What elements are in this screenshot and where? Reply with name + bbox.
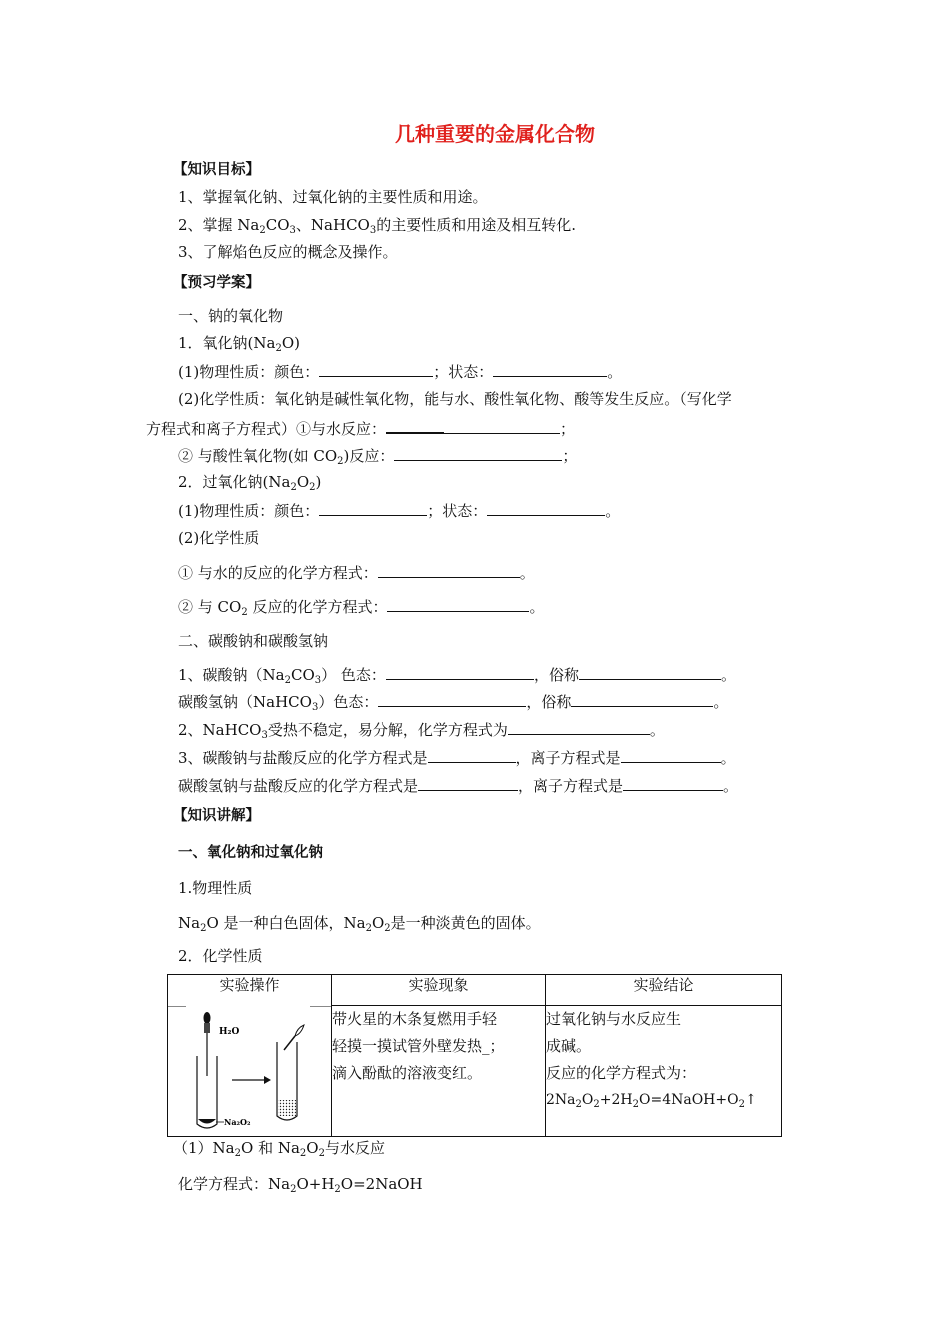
objective-1: 1、掌握氧化钠、过氧化钠的主要性质和用途。 (178, 188, 488, 206)
header-conclusion: 实验结论 (546, 975, 782, 1006)
nahco3-line: 碳酸氢钠（NaHCO$_3$）色态： ，俗称 。 (178, 693, 729, 713)
conclusion-equation: $2Na_2O_2+2H_2O=4NaOH+O_2↑$ (546, 1092, 757, 1110)
blank-na2co3-name[interactable] (579, 664, 721, 680)
na2o2-water-line: ① 与水的反应的化学方程式： 。 (178, 564, 535, 582)
na2o-water-equation: 化学方程式：$Na_2O+H_2O=2NaOH$ (178, 1175, 423, 1195)
blank-na2o-state[interactable] (493, 361, 607, 377)
conclusion-cell (546, 1006, 782, 1137)
objective-2: 2、掌握 $Na_2CO_3$、NaHCO$_3$的主要性质和用途及相互转化. (178, 216, 577, 236)
experiment-table (167, 974, 782, 1137)
phenomenon-cell (332, 1006, 546, 1137)
conclusion-line-3: 反应的化学方程式为： (546, 1064, 697, 1082)
page-title: 几种重要的金属化合物 (395, 122, 595, 146)
dropper-bulb-icon (204, 1012, 211, 1024)
na2o2-powder-icon (198, 1119, 216, 1124)
flame-icon (295, 1025, 304, 1036)
operation-figure-cell (168, 1006, 332, 1137)
subheading-oxides-peroxides: 一、氧化钠和过氧化钠 (178, 845, 323, 861)
phenomenon-line-3: 滴入酚酞的溶液变红。 (332, 1064, 483, 1082)
blank-nahco3-name[interactable] (571, 691, 713, 707)
nahco3-hcl-line: 碳酸氢钠与盐酸反应的化学方程式是 ，离子方程式是 。 (178, 777, 739, 795)
na2o-physical-line: (1)物理性质：颜色： ；状态： 。 (178, 363, 623, 381)
chemical-properties-label: 2．化学性质 (178, 947, 263, 965)
dropper-neck-icon (204, 1023, 210, 1033)
item-na2o2: 2．过氧化钠$(Na_2O_2)$ (178, 473, 322, 493)
reaction-with-water-label: $(1)Na_2O$ 和 $Na_2O_2$与水反应 (173, 1139, 385, 1159)
item-na2o: 1．氧化钠$(Na_2O)$ (178, 334, 300, 354)
wood-splint-icon (284, 1036, 295, 1050)
na2co3-hcl-line: 3、碳酸钠与盐酸反应的化学方程式是 ，离子方程式是 。 (178, 749, 736, 767)
blank-na2co3-appearance[interactable] (386, 664, 534, 680)
blank-na2o2-co2[interactable] (387, 596, 529, 612)
blank-na2o-co2[interactable] (394, 445, 562, 461)
blank-na2o-color[interactable] (319, 361, 433, 377)
blank-nahco3-decomposition[interactable] (508, 719, 650, 735)
objective-3: 3、了解焰色反应的概念及操作。 (178, 243, 398, 261)
phenomenon-line-1: 带火星的木条复燃用手轻 (332, 1010, 498, 1028)
physical-properties-text: $Na_2O$ 是一种白色固体，$Na_2O_2$是一种淡黄色的固体。 (178, 914, 541, 934)
phenomenon-line-2: 轻摸一摸试管外壁发热_； (332, 1037, 505, 1055)
na2o2-physical-line: (1)物理性质：颜色： ；状态： 。 (178, 502, 621, 520)
blank-na2o2-state[interactable] (487, 500, 605, 516)
conclusion-line-1: 过氧化钠与水反应生 (546, 1010, 682, 1028)
subheading-sodium-oxides: 一、钠的氧化物 (178, 307, 284, 325)
blank-nahco3-hcl-ionic[interactable] (623, 775, 723, 791)
section-header-explanation: 【知识讲解】 (173, 808, 260, 824)
conclusion-line-2: 成碱。 (546, 1037, 592, 1055)
nahco3-decomposition-line: 2、NaHCO$_3$受热不稳定，易分解，化学方程式为 。 (178, 721, 665, 741)
label-na2o2: Na₂O₂ (224, 1116, 251, 1127)
blank-nahco3-appearance[interactable] (378, 691, 526, 707)
physical-properties-label: 1.物理性质 (178, 879, 253, 897)
blank-na2co3-hcl-ionic[interactable] (621, 747, 721, 763)
na2o-co2-line: ② 与酸性氧化物(如 $CO_2$)反应： ； (178, 447, 578, 467)
na2o2-co2-line: ② 与 $CO_2$ 反应的化学方程式： 。 (178, 598, 545, 618)
na2o2-chemical-label: (2)化学性质 (178, 529, 260, 547)
na2co3-line: 1、碳酸钠$(Na_2CO_3)$ 色态： ，俗称 。 (178, 666, 736, 686)
blank-na2o-water-b[interactable] (444, 418, 560, 434)
na2o-water-line: 方程式和离子方程式）①与水反应： ； (146, 417, 575, 439)
blank-na2o2-color[interactable] (319, 500, 427, 516)
subheading-carbonates: 二、碳酸钠和碳酸氢钠 (178, 632, 329, 650)
header-operation: 实验操作 (168, 975, 332, 1006)
blank-nahco3-hcl-equation[interactable] (418, 775, 518, 791)
header-phenomenon: 实验现象 (332, 975, 546, 1006)
section-header-preview: 【预习学案】 (173, 275, 260, 291)
experiment-figure (168, 1006, 331, 1132)
na2o-chemical-line: (2)化学性质：氧化钠是碱性氧化物，能与水、酸性氧化物、酸等发生反应。（写化学 (178, 390, 732, 408)
blank-na2o2-water[interactable] (378, 562, 520, 578)
blank-na2o-water-a[interactable] (386, 417, 444, 434)
solution-icon (278, 1100, 296, 1116)
label-h2o: H₂O (219, 1026, 240, 1037)
blank-na2co3-hcl-equation[interactable] (428, 747, 516, 763)
section-header-objectives: 【知识目标】 (173, 162, 260, 178)
